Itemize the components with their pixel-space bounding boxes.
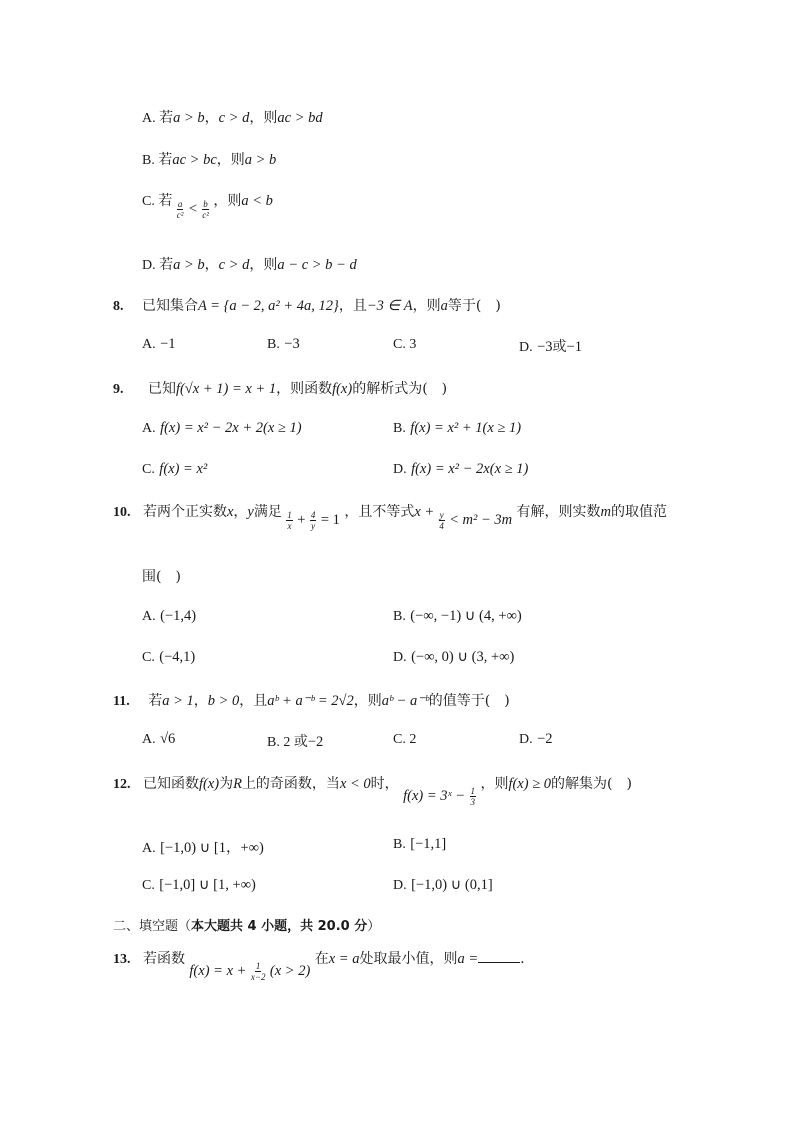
fraction: $\frac{a}{\text{c²}}$	[176, 198, 184, 220]
section-heading: 二、填空题（本大题共 4 小题，共 20.0 分）	[113, 919, 381, 934]
fraction: $\frac{1}{x-2}$	[250, 960, 266, 982]
q8-option-d: D. −3或−1	[519, 339, 582, 355]
q12-option-a: A. [−1,0) ∪ [1，+∞)	[142, 840, 264, 856]
q9-stem: 9. 已知f(√x + 1) = x + 1，则函数f(x)的解析式为( )	[113, 381, 448, 397]
q8-option-a: A. −1	[142, 336, 176, 352]
q8-stem: 8. 已知集合A = {a − 2, a² + 4a, 12}，且−3 ∈ A，则a等于( )	[113, 298, 501, 314]
q12-stem: 12. 已知函数f(x)为R上的奇函数，当x < 0时， f(x) = 3ˣ − $\frac{1}{3}$ ，则f(x) ≥ 0的解集为( )	[113, 776, 632, 807]
q11-option-d: D. −2	[519, 731, 553, 747]
q11-option-c: C. 2	[393, 732, 417, 747]
q9-option-a: A. f(x) = x² − 2x + 2(x ≥ 1)	[142, 420, 302, 436]
q9-option-c: C. f(x) = x²	[142, 461, 208, 477]
q10-stem-cont: 围( )	[142, 569, 181, 585]
q10-option-d: D. (−∞, 0) ∪ (3, +∞)	[393, 649, 515, 665]
fraction: $\frac{1}{x}$	[287, 509, 292, 531]
q10-option-b: B. (−∞, −1) ∪ (4, +∞)	[393, 608, 522, 624]
answer-blank[interactable]	[478, 950, 520, 963]
q8-option-c: C. 3	[393, 337, 417, 352]
q12-option-b: B. [−1,1]	[393, 836, 447, 852]
q10-option-a: A. (−1,4)	[142, 608, 197, 624]
fraction: $\frac{b}{\text{c²}}$	[202, 198, 209, 220]
q10-option-c: C. (−4,1)	[142, 649, 196, 665]
q8-option-b: B. −3	[267, 336, 300, 352]
q7-option-d: D. 若a > b，c > d，则a − c > b − d	[142, 257, 357, 273]
fraction: $\frac{1}{3}$	[470, 785, 475, 807]
q10-stem: 10. 若两个正实数x，y满足 $\frac{1}{x}$ + $\frac{4}{y}$ = 1 ，且不等式x + $\frac{y}{4}$ < m² − 3m 有解，则实数m的取值范	[113, 504, 668, 531]
fraction: $\frac{y}{4}$	[439, 509, 444, 531]
q9-option-d: D. f(x) = x² − 2x(x ≥ 1)	[393, 461, 529, 477]
q7-option-a: A. 若a > b，c > d，则ac > bd	[142, 110, 323, 126]
q7-option-b: B. 若ac > bc，则a > b	[142, 152, 277, 168]
q9-option-b: B. f(x) = x² + 1(x ≥ 1)	[393, 420, 522, 436]
fraction: $\frac{4}{y}$	[310, 509, 316, 531]
q12-option-d: D. [−1,0) ∪ (0,1]	[393, 877, 493, 893]
q11-stem: 11. 若a > 1，b > 0，且aᵇ + a⁻ᵇ = 2√2，则aᵇ − a⁻ᵇ的值等于( )	[113, 693, 510, 709]
q7-option-c: C. 若 $\frac{a}{\text{c²}}$ < $\frac{b}{\text{c²}}$ ，则a < b	[142, 193, 273, 220]
q11-option-b: B. 2 或−2	[267, 734, 324, 750]
q12-option-c: C. [−1,0] ∪ [1, +∞)	[142, 877, 256, 893]
q11-option-a: A. √6	[142, 731, 176, 747]
q13-stem: 13. 若函数 f(x) = x + $\frac{1}{x-2}$ (x > 2) 在x = a处取最小值，则a = .	[113, 951, 525, 982]
